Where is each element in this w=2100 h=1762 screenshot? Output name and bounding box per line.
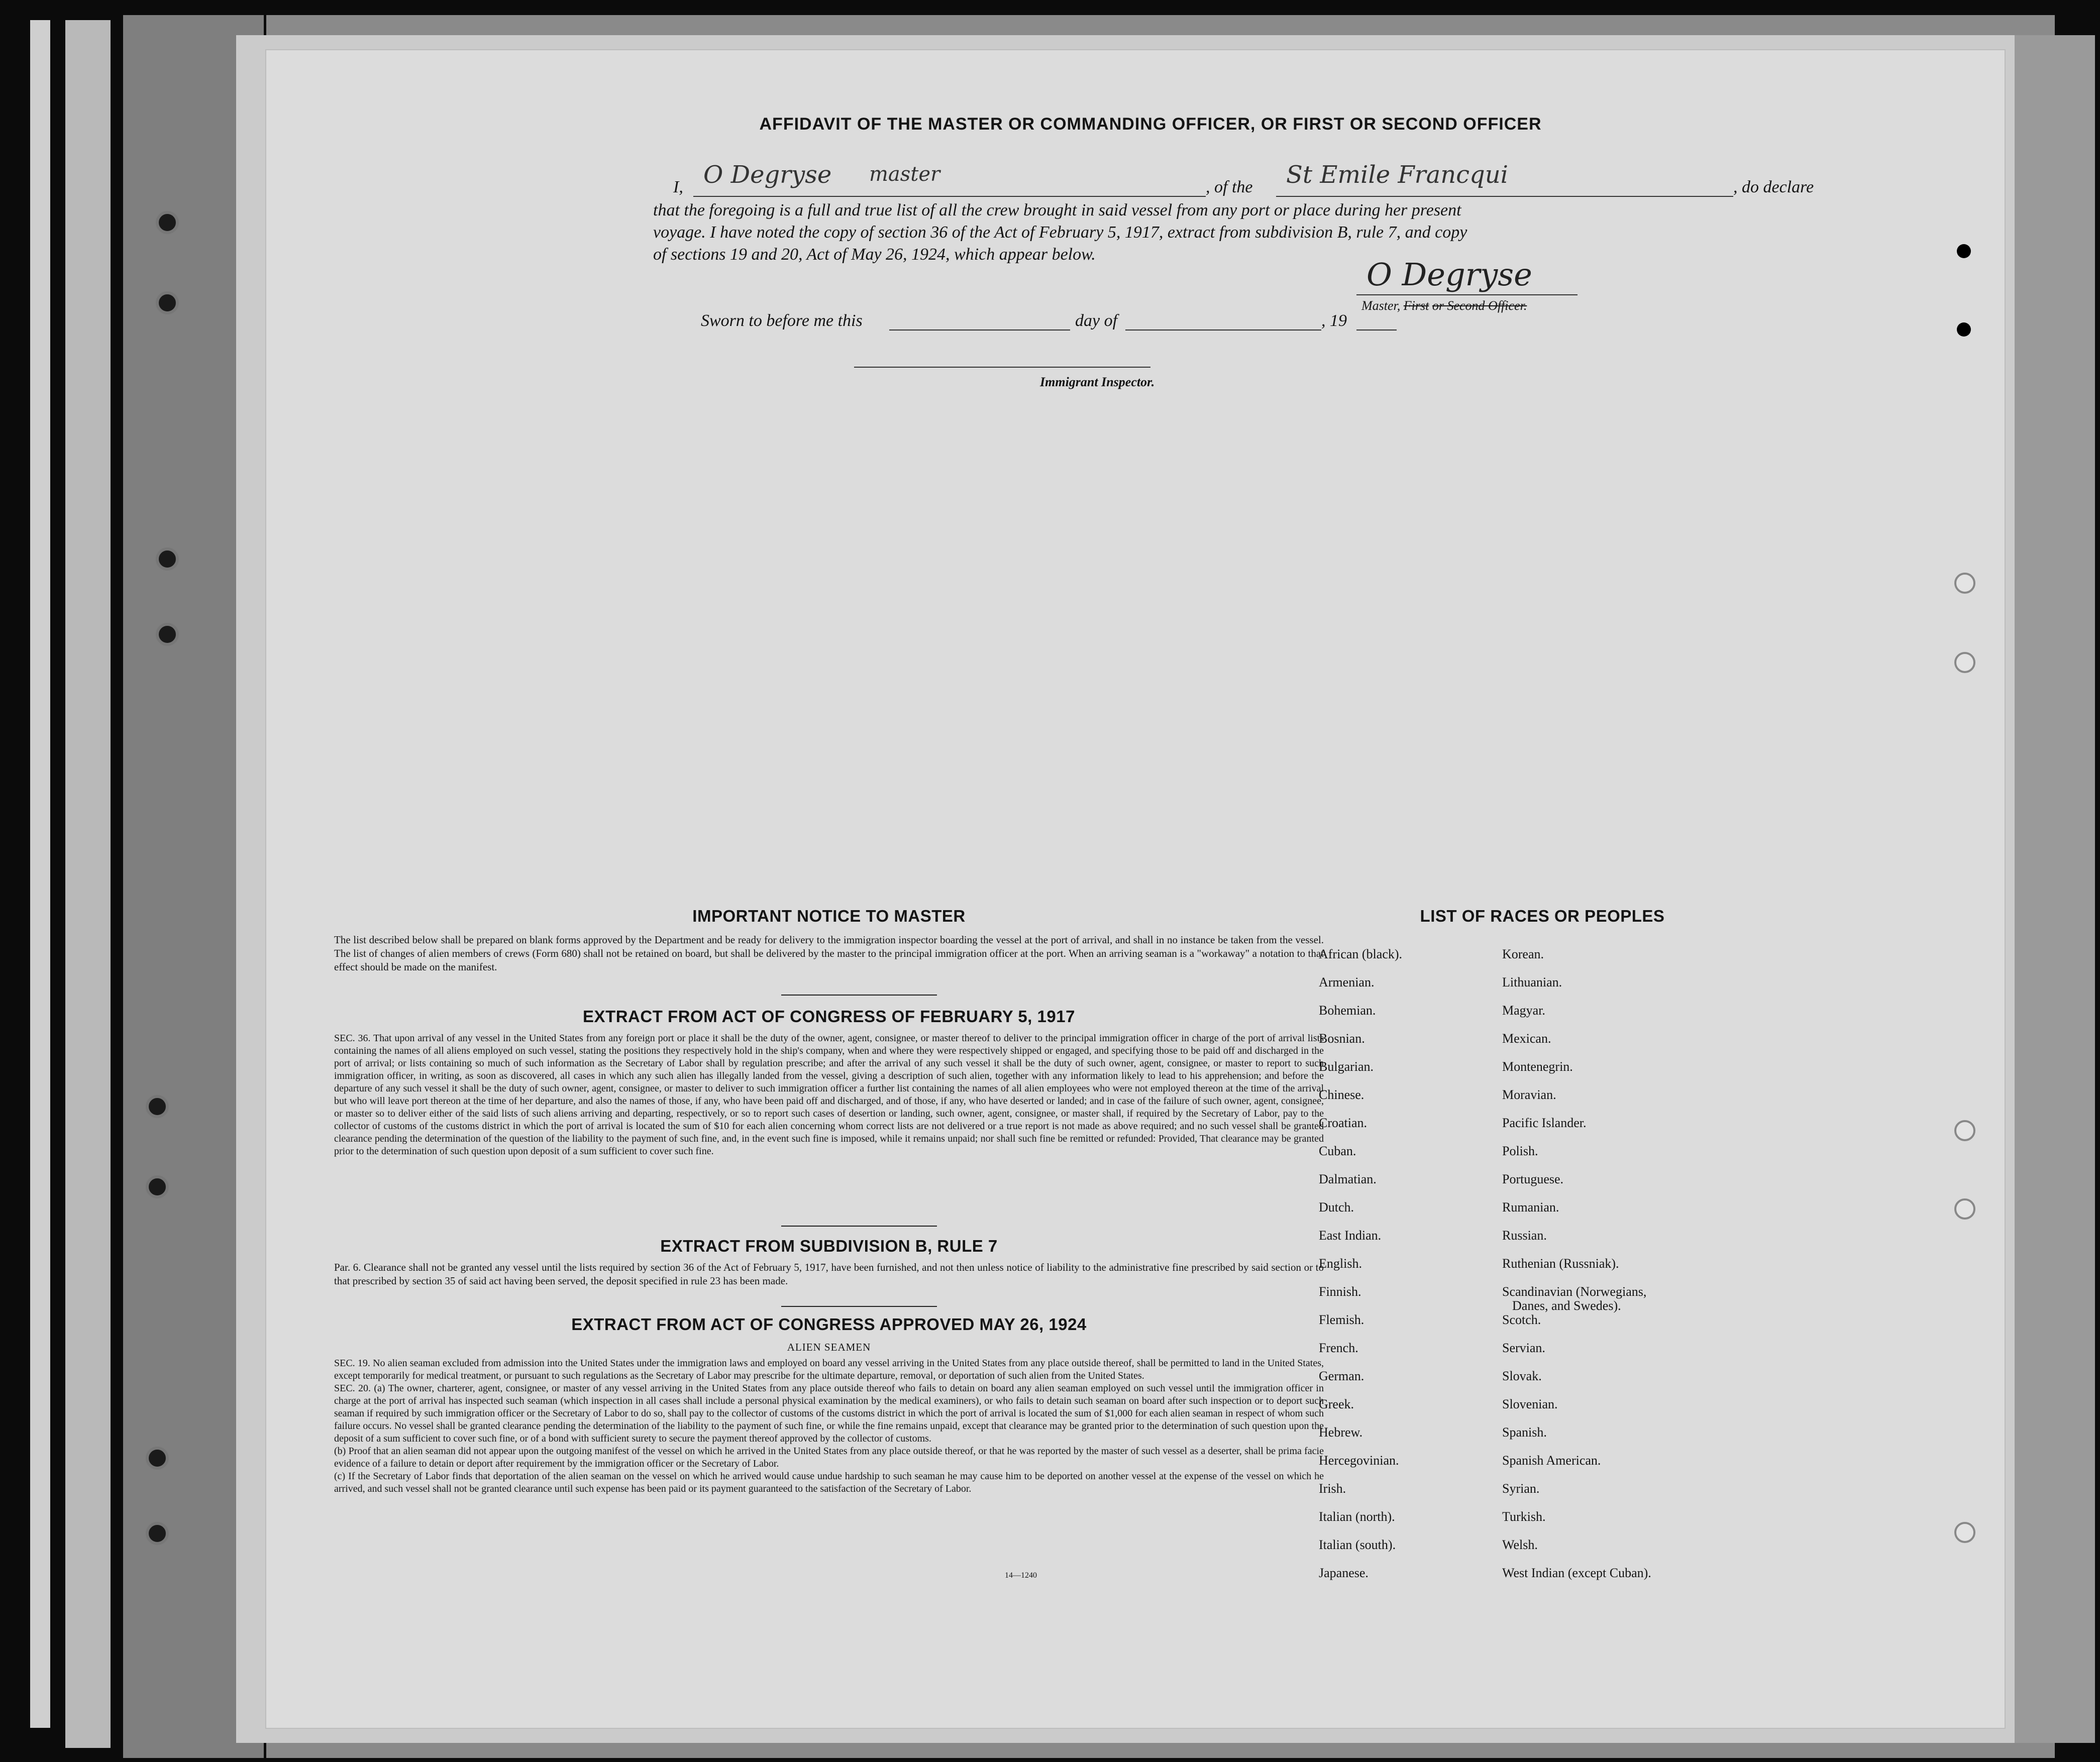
race-item: Italian (north). — [1319, 1509, 1395, 1524]
race-item: Magyar. — [1502, 1003, 1545, 1018]
form-number: 14—1240 — [1005, 1571, 1037, 1580]
race-item: Bulgarian. — [1319, 1059, 1374, 1074]
extract-1924-title: EXTRACT FROM ACT OF CONGRESS APPROVED MAY 26, 1924 — [571, 1315, 1087, 1334]
race-item: Irish. — [1319, 1481, 1346, 1496]
affidavit-line-2: that the foregoing is a full and true list of all the crew brought in said vessel from any port or place during her present — [653, 201, 1461, 219]
vessel-line — [1276, 196, 1733, 197]
notice-title: IMPORTANT NOTICE TO MASTER — [692, 907, 966, 925]
affidavit-of-the: , of the — [1206, 178, 1253, 196]
page-edge — [65, 20, 111, 1748]
race-item: East Indian. — [1319, 1228, 1382, 1243]
race-item: Montenegrin. — [1502, 1059, 1573, 1074]
race-item: Pacific Islander. — [1502, 1116, 1587, 1130]
binder-hole — [156, 547, 179, 571]
race-item: Finnish. — [1319, 1284, 1361, 1299]
binder-hole — [146, 1175, 169, 1198]
affidavit-title: AFFIDAVIT OF THE MASTER OR COMMANDING OFFICER, OR FIRST OR SECOND OFFICER — [759, 115, 1542, 134]
race-item: Moravian. — [1502, 1087, 1556, 1102]
race-item: Servian. — [1502, 1341, 1545, 1355]
master-signature: O Degryse — [1367, 256, 1532, 293]
sec20c-text: (c) If the Secretary of Labor finds that deportation of the alien seaman on the vessel on which he arrived would cause undue hardship to such seaman he may cause him to be deported on another vessel at the expense of the vessel on which he arrived, and such vessel shall not be granted clearance until such expense has been paid or its payment guaranteed to the satisfaction of the Secretary of Labor. — [334, 1471, 1324, 1494]
affidavit-line-1 — [673, 161, 1854, 196]
rule7-title: EXTRACT FROM SUBDIVISION B, RULE 7 — [660, 1237, 998, 1255]
punch-hole — [1957, 322, 1971, 337]
binder-hole — [146, 1522, 169, 1545]
race-item: Slovak. — [1502, 1369, 1542, 1383]
divider — [781, 995, 937, 996]
binder-hole — [146, 1447, 169, 1470]
races-title: LIST OF RACES OR PEOPLES — [1420, 907, 1665, 925]
caption-first: First — [1403, 298, 1429, 313]
notice-text: The list described below shall be prepared on blank forms approved by the Department and be ready for delivery to the immigration inspector boarding the vessel at the port of arrival, and shall in no instance be taken from the vessel. The list of changes of alien members of crews (Form 680) shall not be retained on board, but shall be delivered by the master to the principal immigration officer at the port. When an arriving seaman is a "workaway" a notation to that effect should be made on the manifest. — [334, 934, 1324, 973]
handwritten-vessel: St Emile Francqui — [1286, 161, 1509, 189]
race-item: Portuguese. — [1502, 1172, 1564, 1186]
divider — [781, 1306, 937, 1307]
affidavit-line-4: of sections 19 and 20, Act of May 26, 1924, which appear below. — [653, 245, 1096, 264]
sec20a-text: SEC. 20. (a) The owner, charterer, agent, consignee, or master of any vessel arriving in the United States from any place outside thereof who fails to detain on board any alien seaman employed on such vessel until the immigration officer in charge at the port of arrival has inspected such seaman (which inspection in all cases shall include a personal physical examination by the medical examiners), or who fails to detain such seaman on board after such inspection or to deport such seaman if required by such immigration officer or the Secretary of Labor to do so, shall pay to the collector of customs of the customs district in which the port of arrival is located the sum of $1,000 for each alien seaman in respect of whom such failure occurs. No vessel shall be granted clearance pending the determination of the liability to the payment of such fine, or while the fine remains unpaid, except that clearance may be granted prior to the determination of such question upon the deposit of a sum sufficient to cover such fine, or of a bond with sufficient surety to secure the payment thereof approved by the collector of customs. — [334, 1383, 1324, 1444]
sworn-year-line — [1356, 329, 1397, 331]
caption-rest: or Second Officer. — [1432, 298, 1527, 313]
affidavit-line-3: voyage. I have noted the copy of section 36 of the Act of February 5, 1917, extract from subdivision B, rule 7, and copy — [653, 223, 1467, 242]
affidavit-i: I, — [673, 178, 683, 196]
race-item: Polish. — [1502, 1144, 1538, 1158]
document-page — [266, 50, 2005, 1728]
race-item: West Indian (except Cuban). — [1502, 1566, 1651, 1580]
sworn-day-line — [889, 329, 1070, 331]
race-item: Rumanian. — [1502, 1200, 1559, 1215]
punch-hole — [1954, 652, 1975, 673]
race-item: Dalmatian. — [1319, 1172, 1377, 1186]
binder-hole — [156, 291, 179, 314]
punch-hole — [1954, 573, 1975, 594]
sworn-year: , 19 — [1321, 311, 1347, 330]
race-item: Syrian. — [1502, 1481, 1540, 1496]
alien-seamen-subtitle: ALIEN SEAMEN — [787, 1341, 871, 1353]
race-item: Hebrew. — [1319, 1425, 1363, 1440]
race-item: Turkish. — [1502, 1509, 1546, 1524]
extract-1917-text: SEC. 36. That upon arrival of any vessel in the United States from any foreign port or place it shall be the duty of the owner, agent, consignee, or master thereof to deliver to the principal immigration officer in charge of the port of arrival lists containing the names of all aliens employed on such vessel, stating the positions they respectively hold in the ship's company, when and where they were respectively shipped or engaged, and specifying those to be paid off and discharged in the port of arrival; or lists containing so much of such information as the Secretary of Labor shall by regulation prescribe; and after the arrival of any such vessel it shall be the duty of such owner, agent, consignee, or master to report to such immigration officer, in writing, as soon as discovered, all cases in which any such alien has illegally landed from the vessel, giving a description of such alien, together with any information likely to lead to his apprehension; and before the departure of any such vessel it shall be the duty of such owner, agent, consignee, or master to deliver to such immigration officer a further list containing the names of all alien employees who were not employed thereon at the time of the arrival but who will leave port thereon at the time of her departure, and also the names of those, if any, who have been paid off and discharged, and of those, if any, who have deserted or landed; and in case of the failure of such owner, agent, consignee, or master so to deliver either of the said lists of such aliens arriving and departing, respectively, or so to report such cases of desertion or landing, such owner, agent, consignee, or master shall, if required by the Secretary of Labor, pay to the collector of customs of the customs district in which the port of arrival is located the sum of $10 for each alien concerning whom correct lists are not delivered or a true report is not made as above required; and no such vessel shall be granted clearance pending the determination of the question of the liability to the payment of such fine, and, in the event such fine is imposed, while it remains unpaid; nor shall such fine be remitted or refunded: Provided, That clearance may be granted prior to the determination of such question upon deposit of a sum sufficient to cover such fine. — [334, 1033, 1324, 1157]
divider — [781, 1226, 937, 1227]
sworn-day: day of — [1075, 311, 1118, 330]
race-item: Scandinavian (Norwegians, — [1502, 1284, 1647, 1299]
race-item: Spanish. — [1502, 1425, 1547, 1440]
sec20b-text: (b) Proof that an alien seaman did not appear upon the outgoing manifest of the vessel on which he arrived in the United States from any place outside thereof, or that he was reported by the master of such vessel as a deserter, shall be prima facie evidence of a failure to detain or deport after requirement by the immigration officer or the Secretary of Labor. — [334, 1446, 1324, 1469]
affidavit-declare: , do declare — [1733, 178, 1814, 196]
race-item: Korean. — [1502, 947, 1544, 961]
race-item: Flemish. — [1319, 1312, 1364, 1327]
race-item: Slovenian. — [1502, 1397, 1558, 1411]
punch-hole — [1954, 1522, 1975, 1543]
name-line — [693, 196, 1206, 197]
rule7-text: Par. 6. Clearance shall not be granted any vessel until the lists required by section 36 of the Act of February 5, 1917, have been furnished, and not then unless notice of liability to the administrative fine prescribed by said section or to that prescribed by section 35 of said act having been served, the deposit specified in rule 23 has been made. — [334, 1261, 1324, 1287]
race-item: Chinese. — [1319, 1087, 1364, 1102]
binder-hole — [146, 1095, 169, 1118]
race-item: Ruthenian (Russniak). — [1502, 1256, 1619, 1271]
sworn-prefix: Sworn to before me this — [701, 311, 863, 330]
race-item: Lithuanian. — [1502, 975, 1562, 989]
race-item: Bosnian. — [1319, 1031, 1365, 1046]
punch-hole — [1954, 1120, 1975, 1141]
race-item: Greek. — [1319, 1397, 1354, 1411]
race-item: Russian. — [1502, 1228, 1547, 1243]
race-item: Mexican. — [1502, 1031, 1551, 1046]
race-item: Bohemian. — [1319, 1003, 1376, 1018]
handwritten-rank: master — [869, 163, 940, 186]
extract-1917-title: EXTRACT FROM ACT OF CONGRESS OF FEBRUARY 5, 1917 — [583, 1007, 1075, 1026]
race-item: Spanish American. — [1502, 1453, 1601, 1468]
punch-hole — [1954, 1198, 1975, 1220]
signature-line — [1356, 294, 1578, 295]
race-item: Hercegovinian. — [1319, 1453, 1399, 1468]
signature-caption — [1361, 298, 1527, 313]
inspector-caption: Immigrant Inspector. — [1040, 375, 1155, 389]
extract-1924-body — [334, 1357, 1324, 1495]
inspector-line — [854, 367, 1150, 368]
binder-hole — [156, 211, 179, 234]
race-item: German. — [1319, 1369, 1364, 1383]
race-item: Scotch. — [1502, 1312, 1541, 1327]
handwritten-name: O Degryse — [703, 161, 832, 189]
page-edge — [30, 20, 50, 1728]
race-item: Cuban. — [1319, 1144, 1356, 1158]
race-item: Danes, and Swedes). — [1512, 1298, 1621, 1313]
punch-hole — [1957, 244, 1971, 258]
race-item: Italian (south). — [1319, 1537, 1396, 1552]
binder-hole — [156, 623, 179, 646]
sworn-month-line — [1125, 329, 1321, 331]
race-item: Welsh. — [1502, 1537, 1538, 1552]
race-item: Japanese. — [1319, 1566, 1369, 1580]
sec19-text: SEC. 19. No alien seaman excluded from admission into the United States under the immigration laws and employed on board any vessel arriving in the United States from any place outside thereof, shall be permitted to land in the United States, except temporarily for medical treatment, or pursuant to such regulations as the Secretary of Labor may prescribe for the ultimate departure, removal, or deportation of such alien from the United States. — [334, 1358, 1324, 1381]
race-item: African (black). — [1319, 947, 1403, 961]
race-item: Croatian. — [1319, 1116, 1368, 1130]
race-item: Armenian. — [1319, 975, 1375, 989]
caption-master: Master, — [1361, 298, 1401, 313]
race-item: Dutch. — [1319, 1200, 1354, 1215]
race-item: French. — [1319, 1341, 1358, 1355]
race-item: English. — [1319, 1256, 1362, 1271]
